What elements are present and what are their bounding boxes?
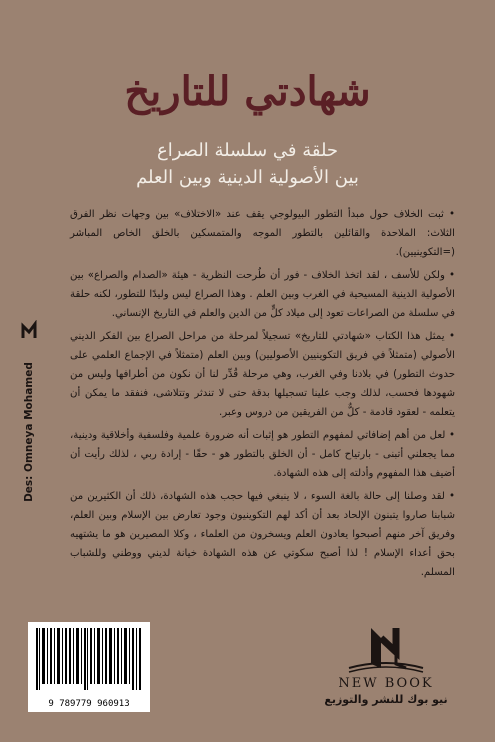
blurb-paragraph-3: • يمثل هذا الكتاب «شهادتي للتاريخ» تسجيلاً لمرحلة من مراحل الصراع بين الفكر الديني الأصولي (متمثلاً في فريق التكوينيين الأصوليين) وبين العلم (متمثلاً في الإجماع العلمي على حدوث التطور) في بلادنا وفي الغرب، وهي مرحلة قُدِّر لنا أن نكون من أطرافها وليس من شهودها فحسب، لذلك وجب علينا تسجيلها بدقة حتى لا تندثر وتتلاشى، فنفقد ما يمكن أن يتعلمه - لعقود قادمة - كلٌّ من الفريقين من دروس وعبر. [70, 331, 455, 418]
publisher-block [296, 620, 476, 712]
open-book-logo-icon [341, 620, 431, 676]
designer-credit: Des: Omneya Mohamed [23, 362, 35, 502]
isbn-number: 9 789779 960913 [48, 699, 130, 709]
blurb-paragraph-4: • لعل من أهم إضافاتي لمفهوم التطور هو إثبات أنه ضرورة علمية وفلسفية وأخلاقية ودينية، مما يجعلني أتبنى - بارتياح كامل - أن الخلق بالتطور هو - حقًا - إرادة ربي ، لذلك رأيت أن أضيف هذا المفهوم وأدلته إلى هذه الشهادة. [70, 430, 455, 479]
publisher-name-en: NEW BOOK [338, 676, 434, 691]
subtitle-line-2: بين الأصولية الدينية وبين العلم [136, 167, 359, 188]
book-title: شهادتي للتاريخ [124, 68, 371, 115]
blurb [70, 205, 455, 586]
blurb-paragraph-1: • ثبت الخلاف حول مبدأ التطور البيولوجي يقف عند «الاختلاف» بين وجهات نظر الفرق الثلاث: الملاحدة والقائلين بالتطور الموجه والمتمسكين بالخلق الخاص المباشر (=التكوينيين). [70, 209, 455, 258]
subtitle-line-1: حلقة في سلسلة الصراع [156, 140, 339, 161]
publisher-name-ar: نيو بوك للنشر والتوزيع [324, 693, 448, 706]
isbn-barcode [28, 622, 150, 712]
designer-credit-block [14, 330, 42, 550]
barcode-icon [28, 622, 150, 694]
blurb-paragraph-2: • ولكن للأسف ، لقد اتخذ الخلاف - فور أن طُرحت النظرية - هيئة «الصدام والصراع» بين الأصولية الدينية المسيحية في الغرب وبين العلم . وهذا الصراع ليس وليدًا للتطور، لكنه حلقة في سلسلة من الصراعات تعود إلى ميلاد كلٍّ من الدين والعلم في التاريخ الإنساني. [70, 270, 455, 319]
blurb-paragraph-5: • لقد وصلنا إلى حالة بالغة السوء ، لا ينبغي فيها حجب هذه الشهادة، ذلك أن الكثيرين من شبابنا صاروا يتبنون الإلحاد بعد أن أكد لهم التكوينيون وجود تعارض بين الإسلام وبين العلم، وفريق آخر منهم أصبحوا يعادون العلم ويسخرون من العلماء ، وكلا المصيرين هو ما يشتهيه بحق أعداء الإسلام ! لذا أصبح سكوتي عن هذه الشهادة خيانة لديني ووطني وللشباب المسلم. [70, 491, 455, 578]
